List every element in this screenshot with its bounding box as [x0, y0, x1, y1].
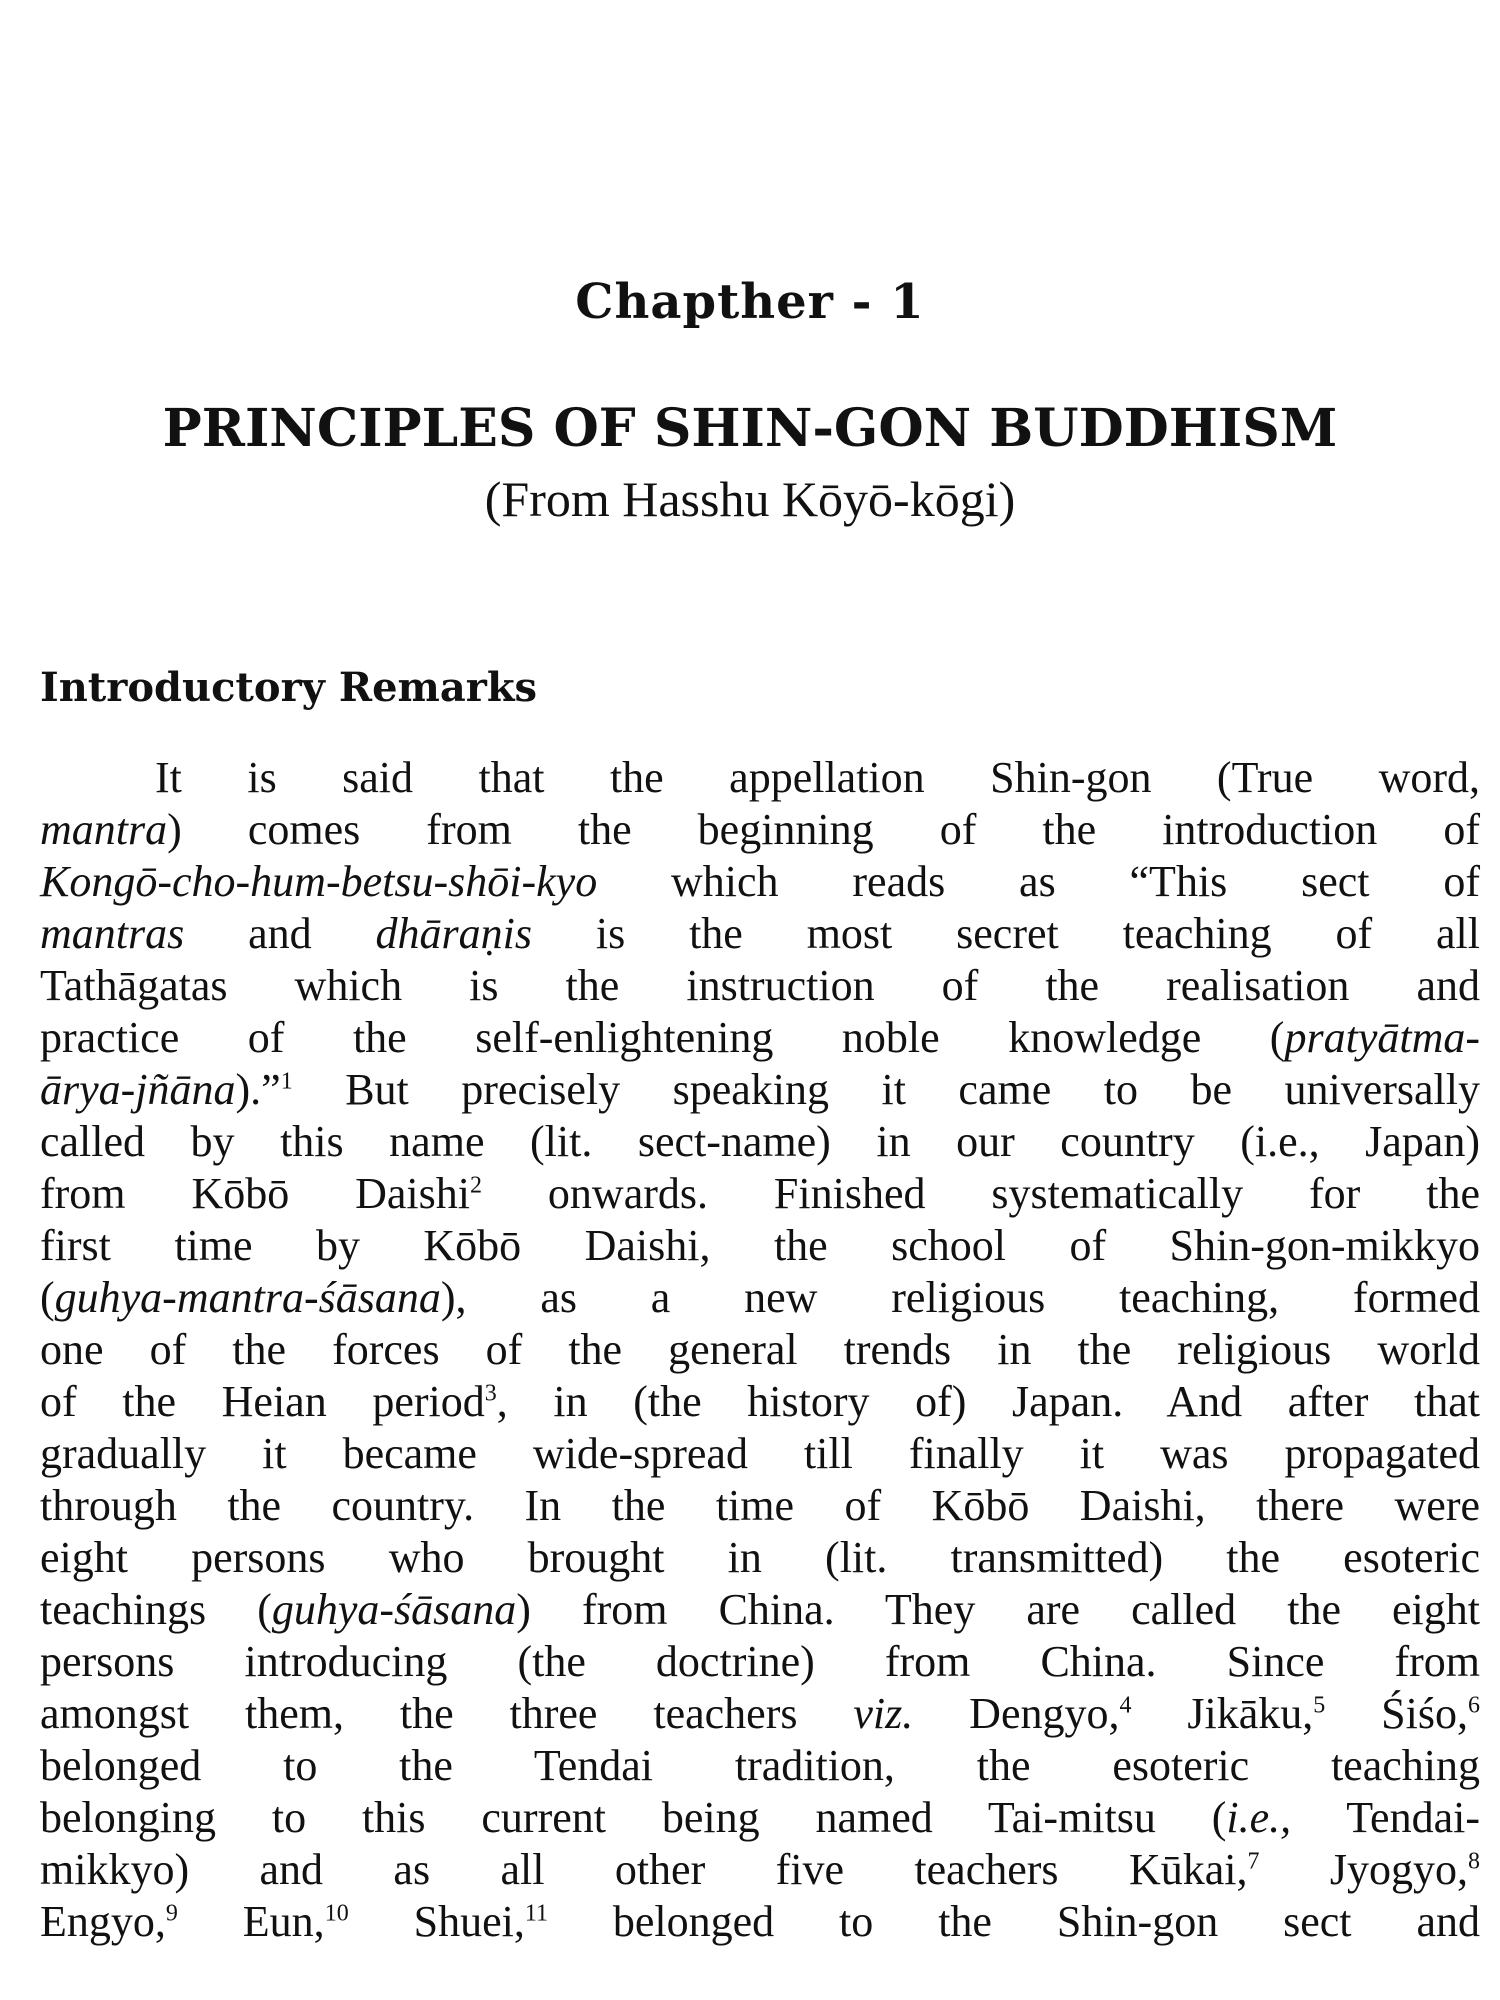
footnote-marker: 9: [165, 1900, 178, 1927]
text-run: i.e.,: [1226, 1793, 1292, 1842]
text-run: persons introducing (the doctrine) from China. Since from: [40, 1637, 1480, 1686]
text-run: pratyātma-: [1284, 1013, 1480, 1062]
chapter-heading: Chapther - 1: [575, 274, 925, 330]
footnote-marker: 1: [280, 1068, 293, 1095]
text-run: dhāraṇis: [375, 909, 532, 958]
footnote-marker: 7: [1247, 1848, 1260, 1875]
text-run: Shuei,: [348, 1897, 525, 1946]
text-run: one of the forces of the general trends in the religious world: [40, 1325, 1480, 1374]
text-run: onwards. Finished systematically for the: [482, 1169, 1481, 1218]
footnote-marker: 6: [1467, 1692, 1480, 1719]
section-heading: Introductory Remarks: [40, 664, 538, 711]
paragraph-line: [40, 960, 1480, 1012]
page-title: PRINCIPLES OF SHIN-GON BUDDHISM: [162, 398, 1338, 459]
text-run: Jikāku,: [1131, 1689, 1314, 1738]
text-run: belonging to this current being named Tai-mitsu (: [40, 1793, 1227, 1842]
text-run: Tendai-: [1291, 1793, 1480, 1842]
text-run: Kongō-cho-hum-betsu-shōi-kyo: [40, 857, 598, 906]
text-run: (: [40, 1273, 55, 1322]
text-run: eight persons who brought in (lit. transmitted) the esoteric: [40, 1533, 1480, 1582]
text-run: ārya-jñāna: [40, 1065, 236, 1114]
text-run: practice of the self-enlightening noble knowledge (: [40, 1013, 1285, 1062]
paragraph-line: [40, 1168, 1480, 1220]
text-run: Tathāgatas which is the instruction of the realisation and: [40, 961, 1480, 1010]
text-run: Dengyo,: [913, 1689, 1120, 1738]
text-run: viz.: [853, 1689, 914, 1738]
paragraph-line: [40, 1584, 1480, 1636]
text-run: from Kōbō Daishi: [40, 1169, 471, 1218]
text-run: mikkyo) and as all other five teachers Kūkai,: [40, 1845, 1248, 1894]
text-run: and: [184, 909, 376, 958]
text-run: belonged to the Shin-gon sect and: [547, 1897, 1480, 1946]
text-run: amongst them, the three teachers: [40, 1689, 854, 1738]
footnote-marker: 3: [484, 1380, 497, 1407]
text-run: ) comes from the beginning of the introduction of: [167, 805, 1480, 854]
paragraph-line: [40, 1636, 1480, 1688]
text-run: ) from China. They are called the eight: [516, 1585, 1480, 1634]
paragraph-line: [40, 1116, 1480, 1168]
text-run: But precisely speaking it came to be universally: [292, 1065, 1480, 1114]
footnote-marker: 2: [470, 1172, 483, 1199]
text-run: of the Heian period: [40, 1377, 485, 1426]
paragraph-line: [40, 1012, 1480, 1064]
paragraph-line: [40, 804, 1480, 856]
text-run: is the most secret teaching of all: [532, 909, 1480, 958]
paragraph-line: [40, 1376, 1480, 1428]
text-run: Engyo,: [40, 1897, 166, 1946]
paragraph-line: [40, 908, 1480, 960]
text-run: Jyogyo,: [1259, 1845, 1468, 1894]
footnote-marker: 4: [1119, 1692, 1132, 1719]
paragraph-line: [40, 1688, 1480, 1740]
text-run: Eun,: [177, 1897, 325, 1946]
text-run: first time by Kōbō Daishi, the school of Shin-gon-mikkyo: [40, 1221, 1480, 1270]
text-run: called by this name (lit. sect-name) in our country (i.e., Japan): [40, 1117, 1480, 1166]
footnote-marker: 11: [524, 1900, 548, 1927]
text-run: ), as a new religious teaching, formed: [440, 1273, 1480, 1322]
text-run: teachings (: [40, 1585, 272, 1634]
text-run: Śiśo,: [1325, 1689, 1468, 1738]
paragraph-line: [40, 856, 1480, 908]
page-subtitle: (From Hasshu Kōyō-kōgi): [484, 471, 1016, 527]
text-run: through the country. In the time of Kōbō Daishi, there were: [40, 1481, 1480, 1530]
footnote-marker: 8: [1467, 1848, 1480, 1875]
text-run: belonged to the Tendai tradition, the esoteric teaching: [40, 1741, 1480, 1790]
text-run: mantras: [40, 909, 185, 958]
body-text: [40, 752, 1480, 1948]
text-run: It is said that the appellation Shin-gon (True word,: [155, 753, 1480, 802]
paragraph-line: [40, 1480, 1480, 1532]
text-run: guhya-mantra-śāsana: [54, 1273, 441, 1322]
text-run: which reads as “This sect of: [597, 857, 1480, 906]
text-run: , in (the history of) Japan. And after that: [496, 1377, 1480, 1426]
paragraph-line: [40, 1064, 1480, 1116]
paragraph-line: [40, 752, 1480, 804]
paragraph-line: [40, 1844, 1480, 1896]
paragraph-line: [40, 1740, 1480, 1792]
paragraph-line: [40, 1324, 1480, 1376]
text-run: ).”: [235, 1065, 281, 1114]
text-run: guhya-śāsana: [271, 1585, 517, 1634]
paragraph-line: [40, 1896, 1480, 1948]
text-run: gradually it became wide-spread till finally it was propagated: [40, 1429, 1480, 1478]
paragraph-line: [40, 1532, 1480, 1584]
paragraph-line: [40, 1792, 1480, 1844]
paragraph-line: [40, 1272, 1480, 1324]
paragraph-line: [40, 1220, 1480, 1272]
text-run: mantra: [40, 805, 168, 854]
footnote-marker: 10: [324, 1900, 349, 1927]
footnote-marker: 5: [1313, 1692, 1326, 1719]
paragraph-line: [40, 1428, 1480, 1480]
